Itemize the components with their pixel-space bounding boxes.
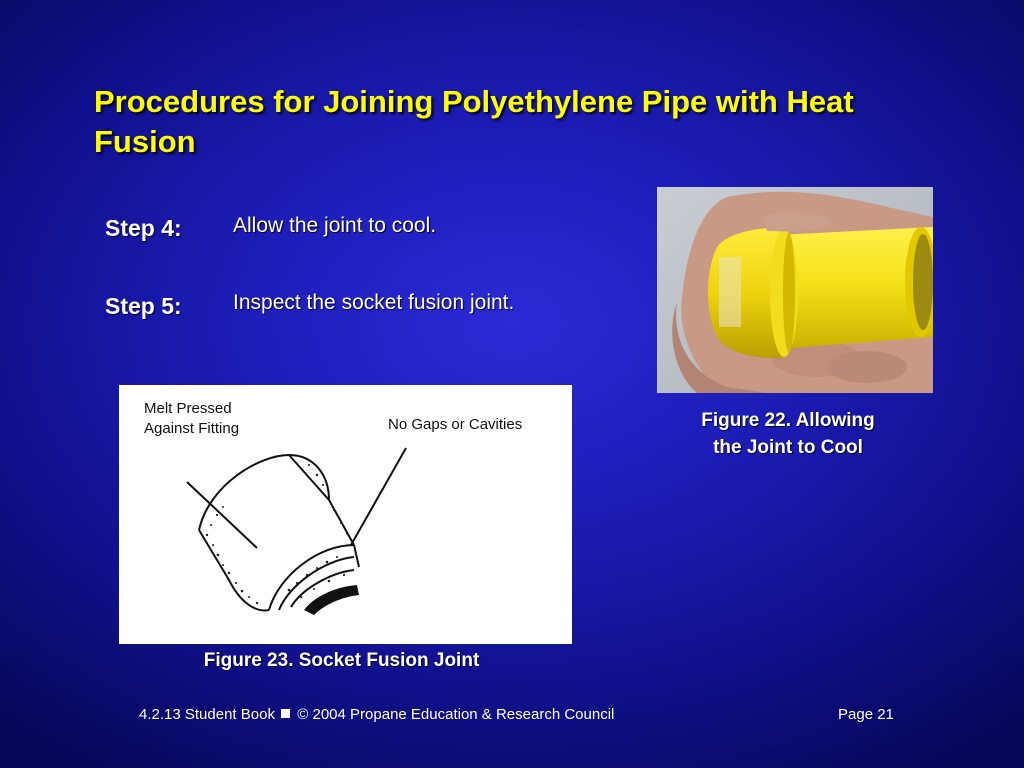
socket-fusion-diagram xyxy=(119,385,572,644)
footer-left xyxy=(139,706,614,723)
footer-book: 4.2.13 Student Book xyxy=(139,706,275,723)
step-4-text: Allow the joint to cool. xyxy=(233,214,437,237)
figure-22-caption xyxy=(663,407,913,461)
page-number: Page 21 xyxy=(838,706,894,723)
pipe-joint-photo xyxy=(657,187,933,393)
figure-22-caption-line2: the Joint to Cool xyxy=(713,437,863,458)
melt-pressed-line2: Against Fitting xyxy=(144,420,240,437)
slide-title: Procedures for Joining Polyethylene Pipe with Heat Fusion xyxy=(94,84,854,159)
footer-copyright: © 2004 Propane Education & Research Council xyxy=(297,706,615,723)
melt-pressed-line1: Melt Pressed xyxy=(144,400,232,417)
step-5-label: Step 5: xyxy=(105,293,182,319)
figure-23-caption: Figure 23. Socket Fusion Joint xyxy=(203,650,480,671)
pipe-drawing xyxy=(119,385,572,644)
square-bullet-icon xyxy=(281,709,290,718)
figure-22-caption-line1: Figure 22. Allowing xyxy=(701,410,875,431)
step-4-label: Step 4: xyxy=(105,215,182,241)
step-5-text: Inspect the socket fusion joint. xyxy=(233,291,515,314)
no-gaps-label: No Gaps or Cavities xyxy=(388,416,523,433)
